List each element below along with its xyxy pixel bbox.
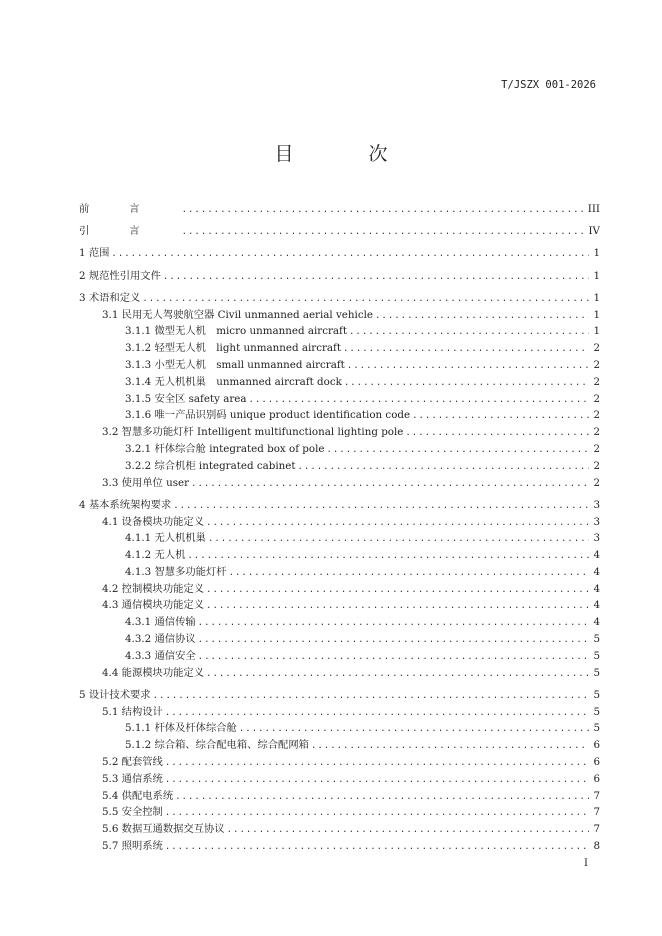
toc-entry-page: 5 — [593, 649, 600, 662]
toc-entry-page: 1 — [593, 269, 600, 282]
toc-entry-title: 3.1.5 安全区 safety area — [125, 391, 249, 408]
toc-entry-title: 5.7 照明系统 — [102, 838, 165, 855]
toc-leader-dots — [111, 246, 589, 263]
toc-entry-page: 2 — [593, 358, 600, 371]
toc-entry-page: 2 — [593, 409, 600, 422]
toc-entry-page: 2 — [593, 442, 600, 455]
toc-leader-dots — [344, 375, 589, 392]
toc-entry-title: 5.1.1 杆体及杆体综合舱 — [125, 720, 239, 737]
toc-entry[interactable] — [79, 737, 600, 754]
toc-leader-dots — [182, 202, 585, 219]
toc-entry-page: 5 — [593, 688, 600, 701]
toc-entry-title: 3.2.2 综合机柜 integrated cabinet — [125, 458, 298, 475]
toc-entry[interactable] — [79, 754, 600, 771]
page-number: I — [584, 858, 588, 869]
toc-entry[interactable] — [79, 704, 600, 721]
toc-leader-dots — [153, 688, 589, 705]
toc-entry-title: 4.3 通信模块功能定义 — [102, 597, 206, 614]
toc-entry-page: 1 — [593, 325, 600, 338]
toc-leader-dots — [142, 291, 589, 308]
toc-entry-title: 4.1 设备模块功能定义 — [102, 514, 206, 531]
toc-entry[interactable] — [79, 581, 600, 598]
toc-entry[interactable] — [79, 357, 600, 374]
toc-entry-page: 4 — [593, 549, 600, 562]
toc-entry[interactable] — [79, 497, 600, 514]
toc-leader-dots — [326, 442, 589, 459]
toc-entry-page: 6 — [593, 756, 600, 769]
table-of-contents — [79, 201, 600, 855]
toc-entry-page: 2 — [593, 342, 600, 355]
toc-leader-dots — [198, 615, 589, 632]
toc-entry-title: 3 术语和定义 — [79, 290, 142, 307]
toc-leader-dots — [206, 598, 589, 615]
toc-leader-dots — [182, 224, 586, 241]
toc-entry[interactable] — [79, 424, 600, 441]
toc-entry-title: 5.4 供配电系统 — [102, 788, 175, 805]
toc-leader-dots — [405, 425, 589, 442]
toc-entry-page: 4 — [593, 582, 600, 595]
toc-entry[interactable] — [79, 268, 600, 285]
toc-leader-dots — [198, 632, 589, 649]
toc-entry-page: 7 — [593, 823, 600, 836]
toc-entry-title: 5.5 安全控制 — [102, 804, 165, 821]
toc-entry-page: 7 — [593, 806, 600, 819]
toc-leader-dots — [163, 269, 589, 286]
toc-entry-page: 8 — [593, 840, 600, 853]
toc-entry[interactable] — [79, 340, 600, 357]
toc-entry[interactable] — [79, 514, 600, 531]
toc-entry[interactable] — [79, 614, 600, 631]
toc-entry[interactable] — [79, 631, 600, 648]
toc-entry-page: 2 — [593, 392, 600, 405]
toc-leader-dots — [227, 822, 589, 839]
toc-entry-page: 4 — [593, 565, 600, 578]
toc-entry-title: 3.2.1 杆体综合舱 integrated box of pole — [125, 441, 326, 458]
toc-entry-page: 2 — [593, 459, 600, 472]
toc-entry-title: 5 设计技术要求 — [79, 687, 153, 704]
toc-leader-dots — [173, 498, 589, 515]
toc-entry-page: IV — [588, 225, 600, 238]
toc-entry[interactable] — [79, 771, 600, 788]
toc-entry[interactable] — [79, 245, 600, 262]
document-code: T/JSZX 001-2026 — [501, 79, 596, 91]
toc-entry-title: 2 规范性引用文件 — [79, 268, 163, 285]
toc-leader-dots — [298, 459, 590, 476]
toc-entry-page: 1 — [593, 247, 600, 260]
toc-entry[interactable] — [79, 804, 600, 821]
toc-entry[interactable] — [79, 458, 600, 475]
toc-leader-dots — [343, 341, 589, 358]
toc-entry-title: 4.1.3 智慧多功能灯杆 — [125, 564, 229, 581]
toc-entry[interactable] — [79, 530, 600, 547]
toc-entry-page: 6 — [593, 739, 600, 752]
toc-leader-dots — [239, 721, 589, 738]
toc-leader-dots — [191, 476, 589, 493]
toc-entry-title: 4.3.2 通信协议 — [125, 631, 198, 648]
toc-entry-title: 3.1.6 唯一产品识别码 unique product identification code — [125, 407, 412, 424]
toc-entry-page: 3 — [593, 498, 600, 511]
toc-entry[interactable] — [79, 475, 600, 492]
toc-entry-title: 1 范围 — [79, 245, 111, 262]
toc-entry-title: 3.1.4 无人机机巢 unmanned aircraft dock — [125, 374, 344, 391]
toc-entry[interactable] — [79, 323, 600, 340]
toc-entry-title: 5.1.2 综合箱、综合配电箱、综合配网箱 — [125, 737, 311, 754]
toc-leader-dots — [206, 666, 589, 683]
toc-leader-dots — [175, 789, 589, 806]
toc-entry-page: 2 — [593, 375, 600, 388]
toc-entry-page: 5 — [593, 633, 600, 646]
toc-entry[interactable] — [79, 687, 600, 704]
toc-entry-page: 5 — [593, 666, 600, 679]
toc-entry-page: 4 — [593, 599, 600, 612]
toc-entry-title: 3.1.3 小型无人机 small unmanned aircraft — [125, 357, 347, 374]
toc-entry[interactable] — [79, 838, 600, 855]
toc-leader-dots — [206, 582, 589, 599]
toc-entry-page: 3 — [593, 515, 600, 528]
page-title: 目 次 — [274, 143, 416, 165]
toc-entry[interactable] — [79, 665, 600, 682]
toc-entry-title: 4.1.2 无人机 — [125, 547, 187, 564]
toc-entry-page: 3 — [593, 532, 600, 545]
toc-leader-dots — [206, 515, 589, 532]
toc-entry[interactable] — [79, 564, 600, 581]
toc-entry-title: 3.1.1 微型无人机 micro unmanned aircraft — [125, 323, 349, 340]
toc-leader-dots — [165, 772, 589, 789]
toc-leader-dots — [229, 565, 589, 582]
toc-leader-dots — [375, 308, 589, 325]
toc-leader-dots — [165, 839, 589, 856]
toc-entry-page: 2 — [593, 426, 600, 439]
toc-entry-title: 3.2 智慧多功能灯杆 Intelligent multifunctional lighting pole — [102, 424, 405, 441]
toc-entry-title: 3.3 使用单位 user — [102, 475, 191, 492]
toc-leader-dots — [349, 324, 589, 341]
toc-leader-dots — [165, 755, 589, 772]
toc-entry-title: 5.6 数据互通数据交互协议 — [102, 821, 227, 838]
toc-entry[interactable] — [79, 223, 600, 240]
toc-leader-dots — [208, 531, 589, 548]
toc-entry-title: 4.2 控制模块功能定义 — [102, 581, 206, 598]
toc-leader-dots — [311, 738, 589, 755]
toc-entry-title: 4 基本系统架构要求 — [79, 497, 173, 514]
toc-entry-page: 2 — [593, 476, 600, 489]
toc-entry[interactable] — [79, 290, 600, 307]
toc-entry-title: 4.3.1 通信传输 — [125, 614, 198, 631]
toc-entry-title: 3.1.2 轻型无人机 light unmanned aircraft — [125, 340, 343, 357]
toc-leader-dots — [249, 392, 590, 409]
toc-entry[interactable] — [79, 788, 600, 805]
toc-leader-dots — [187, 548, 589, 565]
toc-entry-page: 7 — [593, 789, 600, 802]
toc-entry-page: 1 — [593, 291, 600, 304]
toc-entry[interactable] — [79, 407, 600, 424]
toc-entry-page: 5 — [593, 705, 600, 718]
toc-entry[interactable] — [79, 597, 600, 614]
toc-leader-dots — [347, 358, 589, 375]
toc-entry-page: 6 — [593, 772, 600, 785]
toc-entry[interactable] — [79, 821, 600, 838]
toc-entry-title: 5.2 配套管线 — [102, 754, 165, 771]
toc-entry-title: 4.4 能源模块功能定义 — [102, 665, 206, 682]
toc-entry[interactable] — [79, 547, 600, 564]
toc-entry[interactable] — [79, 720, 600, 737]
toc-leader-dots — [412, 408, 589, 425]
toc-entry-page: 5 — [593, 722, 600, 735]
toc-entry[interactable] — [79, 374, 600, 391]
toc-entry-page: III — [587, 203, 600, 215]
toc-entry-page: 4 — [593, 616, 600, 629]
toc-leader-dots — [165, 705, 589, 722]
toc-entry-title: 4.3.3 通信安全 — [125, 648, 198, 665]
toc-entry-title: 3.1 民用无人驾驶航空器 Civil unmanned aerial vehicle — [102, 307, 375, 324]
toc-entry[interactable] — [79, 441, 600, 458]
toc-entry-page: 1 — [593, 308, 600, 321]
toc-entry-title: 引言 — [79, 223, 182, 240]
toc-entry[interactable] — [79, 648, 600, 665]
toc-leader-dots — [198, 649, 589, 666]
toc-entry-title: 4.1.1 无人机机巢 — [125, 530, 208, 547]
toc-entry[interactable] — [79, 201, 600, 218]
toc-leader-dots — [165, 805, 589, 822]
toc-entry-title: 5.3 通信系统 — [102, 771, 165, 788]
toc-entry[interactable] — [79, 391, 600, 408]
toc-entry-title: 前言 — [79, 201, 182, 218]
toc-entry-title: 5.1 结构设计 — [102, 704, 165, 721]
toc-entry[interactable] — [79, 307, 600, 324]
